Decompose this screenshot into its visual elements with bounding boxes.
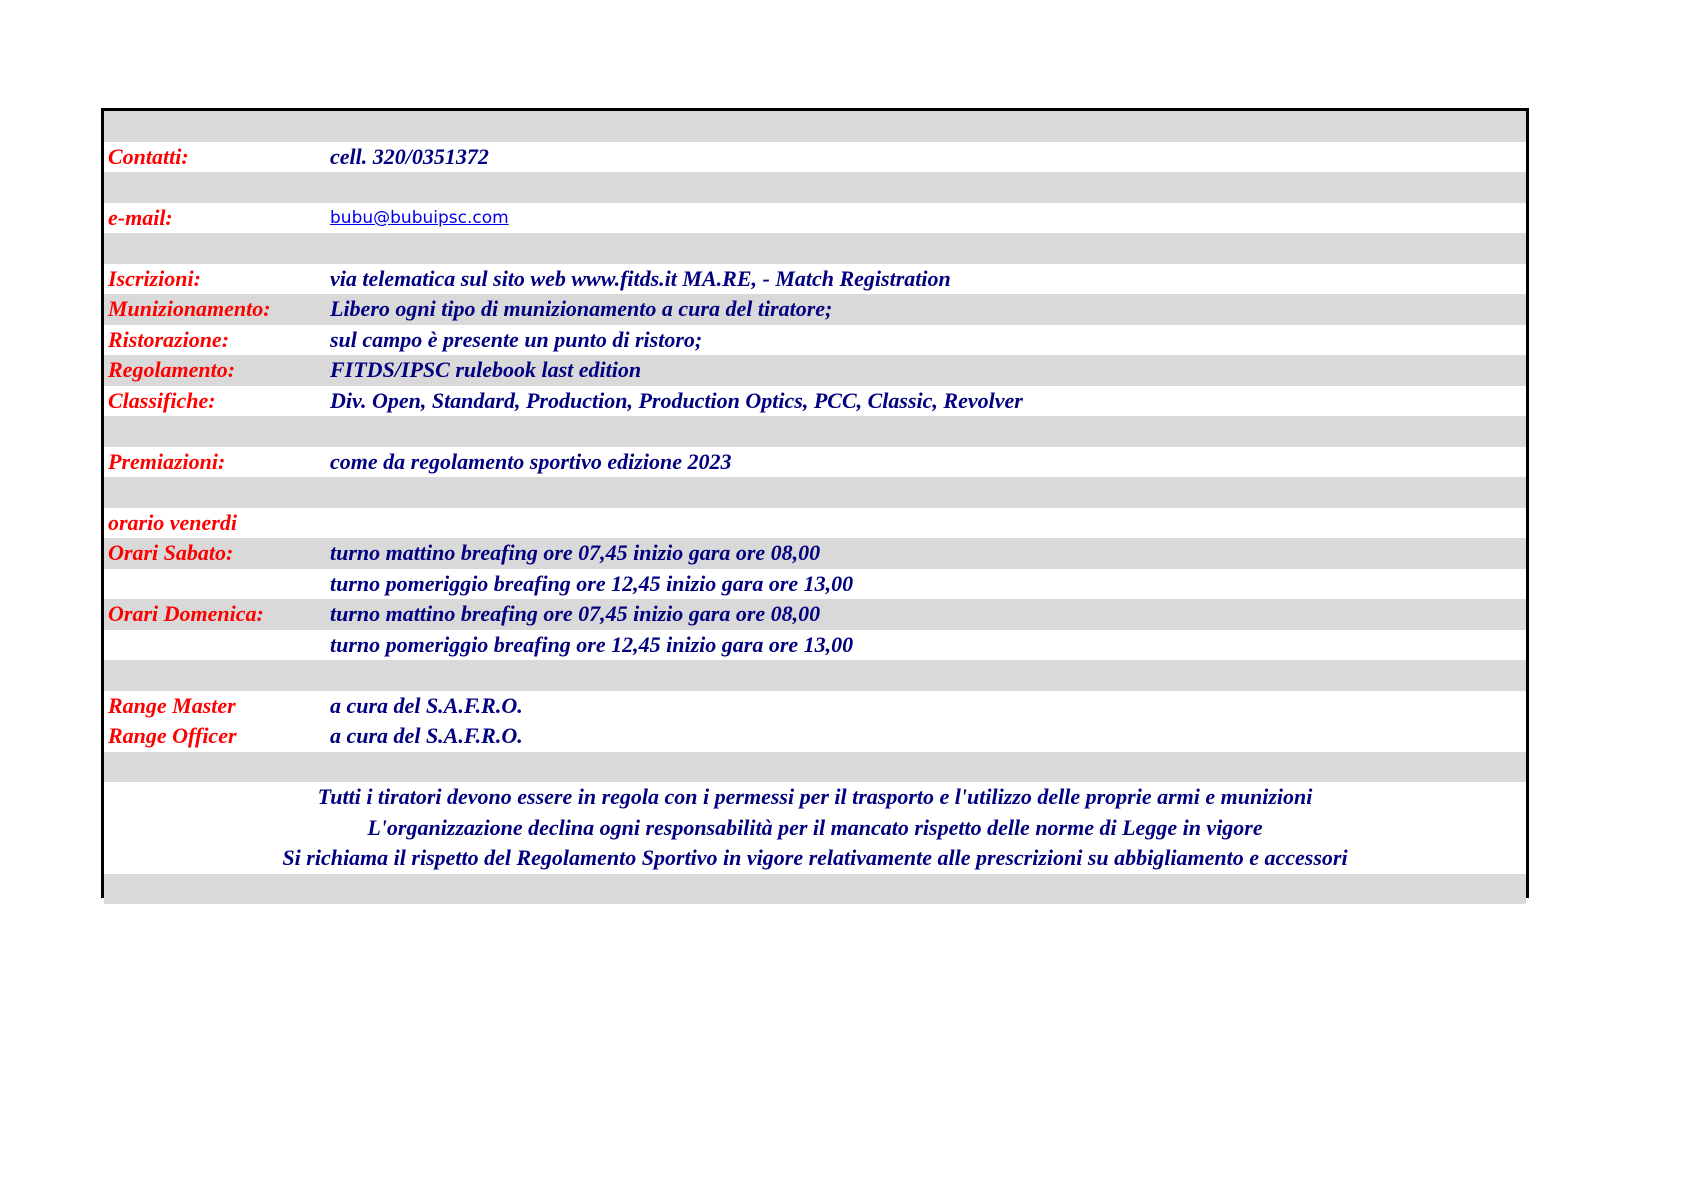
row-label: Ristorazione: — [108, 326, 230, 352]
row-label: Munizionamento: — [108, 296, 271, 321]
spacer-row — [104, 172, 1526, 203]
row-iscrizioni — [104, 264, 1526, 295]
row-label: Contatti: — [108, 143, 189, 169]
row-value: Div. Open, Standard, Production, Production Optics, PCC, Classic, Revolver — [330, 387, 1023, 413]
row-email — [104, 203, 1526, 234]
spacer-row — [104, 233, 1526, 264]
row-label: Regolamento: — [108, 357, 236, 382]
row-value: a cura del S.A.F.R.O. — [330, 723, 523, 748]
row-regolamento — [104, 355, 1526, 386]
spacer-row — [104, 477, 1526, 508]
note-line: Si richiama il rispetto del Regolamento Sportivo in vigore relativamente alle prescrizioni su abbigliamento e accessori — [104, 843, 1526, 874]
row-range-master — [104, 691, 1526, 722]
note-line: L'organizzazione declina ogni responsabilità per il mancato rispetto delle norme di Legge in vigore — [104, 813, 1526, 844]
spacer-row — [104, 874, 1526, 905]
row-value: turno mattino breafing ore 07,45 inizio gara ore 08,00 — [330, 540, 821, 565]
row-premiazioni — [104, 447, 1526, 478]
row-value: a cura del S.A.F.R.O. — [330, 692, 523, 718]
row-value: turno pomeriggio breafing ore 12,45 inizio gara ore 13,00 — [330, 631, 854, 657]
note-line: Tutti i tiratori devono essere in regola con i permessi per il trasporto e l'utilizzo delle proprie armi e munizioni — [104, 782, 1526, 813]
row-value: cell. 320/0351372 — [330, 143, 489, 169]
row-classifiche — [104, 386, 1526, 417]
row-ristorazione — [104, 325, 1526, 356]
row-orari-domenica-1 — [104, 599, 1526, 630]
info-sheet — [101, 108, 1529, 898]
row-label: Orari Domenica: — [108, 601, 264, 626]
row-value: come da regolamento sportivo edizione 2023 — [330, 448, 732, 474]
row-munizionamento — [104, 294, 1526, 325]
row-label: Premiazioni: — [108, 448, 226, 474]
spacer-row — [104, 752, 1526, 783]
spacer-row — [104, 660, 1526, 691]
row-orario-venerdi — [104, 508, 1526, 539]
row-label: orario venerdi — [108, 509, 237, 535]
spacer-row — [104, 111, 1526, 142]
row-value: Libero ogni tipo di munizionamento a cura del tiratore; — [330, 296, 833, 321]
row-value: via telematica sul sito web www.fitds.it MA.RE, - Match Registration — [330, 265, 951, 291]
row-value: FITDS/IPSC rulebook last edition — [330, 357, 642, 382]
row-label: Range Officer — [108, 723, 237, 748]
spacer-row — [104, 416, 1526, 447]
row-orari-sabato-1 — [104, 538, 1526, 569]
row-contatti — [104, 142, 1526, 173]
row-label: Range Master — [108, 692, 236, 718]
email-link[interactable]: bubu@bubuipsc.com — [330, 207, 509, 228]
row-label: e-mail: — [108, 204, 173, 230]
row-label: Orari Sabato: — [108, 540, 234, 565]
row-value: turno mattino breafing ore 07,45 inizio gara ore 08,00 — [330, 601, 821, 626]
row-label: Classifiche: — [108, 387, 216, 413]
row-value: sul campo è presente un punto di ristoro; — [330, 326, 703, 352]
row-value: turno pomeriggio breafing ore 12,45 inizio gara ore 13,00 — [330, 570, 854, 596]
row-range-officer — [104, 721, 1526, 752]
row-label: Iscrizioni: — [108, 265, 201, 291]
row-orari-domenica-2 — [104, 630, 1526, 661]
row-orari-sabato-2 — [104, 569, 1526, 600]
